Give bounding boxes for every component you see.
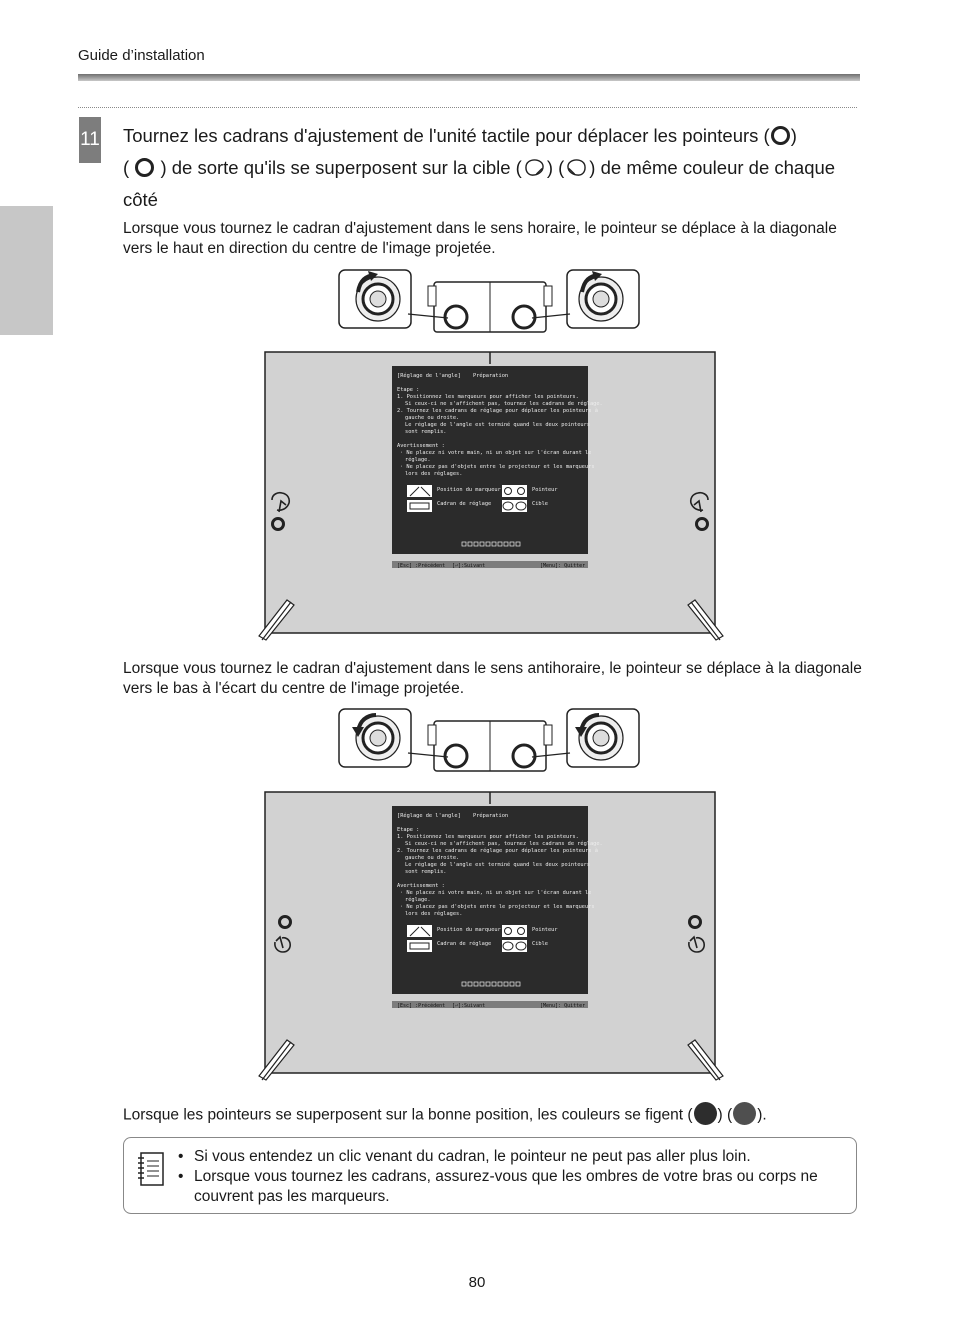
fixed-text-a: Lorsque les pointeurs se superposent sur la bonne position, les couleurs se figent ( <box>123 1106 693 1124</box>
menu-footer-next: [⏎]:Suivant <box>452 1003 486 1009</box>
step-line-2a: ( <box>123 157 130 178</box>
dial-unit-illustration-counterclockwise <box>336 707 644 775</box>
menu-step-2d: sont remplis. <box>405 869 447 875</box>
legend-pointer-label: Pointeur <box>532 927 558 933</box>
legend-marker-label: Position du marqueur <box>437 487 501 493</box>
menu-title: [Réglage de l'angle] <box>397 813 461 819</box>
menu-footer-next: [⏎]:Suivant <box>452 563 486 569</box>
fixed-text-c: ). <box>757 1106 767 1124</box>
legend-pointer-label: Pointeur <box>532 487 558 493</box>
step-line-1-end: ) <box>790 125 797 146</box>
paragraph-fixed-colors <box>123 1104 863 1127</box>
note-box <box>123 1137 857 1214</box>
menu-warning-1b: réglage. <box>405 897 431 903</box>
legend-target-label: Cible <box>532 941 548 947</box>
note-item: • Lorsque vous tournez les cadrans, assurez-vous que les ombres de votre bras ou corps ne couvrent pas les marqueurs. <box>176 1167 846 1207</box>
legend-dial-label: Cadran de réglage <box>437 941 492 947</box>
pointer-ring-icon <box>771 126 790 145</box>
menu-warning-2: · Ne placez pas d'objets entre le projecteur et les marqueurs <box>400 904 595 910</box>
menu-warning-1: · Ne placez ni votre main, ni un objet sur l'écran durant le <box>400 450 592 456</box>
step-line-2c: ) ( <box>546 157 565 178</box>
page-number: 80 <box>468 1274 486 1291</box>
menu-step-1b: Si ceux-ci ne s'affichent pas, tournez les cadrans de réglage. <box>405 401 603 407</box>
menu-mode: Préparation <box>473 813 509 819</box>
legend-target-label: Cible <box>532 501 548 507</box>
paragraph-counterclockwise: Lorsque vous tournez le cadran d'ajustement dans le sens antihoraire, le pointeur se déplace à la diagonale vers le bas à l'écart du centre de l'image projetée. <box>123 660 862 697</box>
menu-step-2c: Le réglage de l'angle est terminé quand les deux pointeurs <box>405 862 590 868</box>
menu-title: [Réglage de l'angle] <box>397 373 461 379</box>
menu-warning-2: · Ne placez pas d'objets entre le projecteur et les marqueurs <box>400 464 595 470</box>
legend-dial-label: Cadran de réglage <box>437 501 492 507</box>
menu-step-2b: gauche ou droite. <box>405 415 460 421</box>
menu-footer-prev: [Esc] :Précédent <box>397 563 446 569</box>
projected-screen-counterclockwise <box>257 790 727 1082</box>
step-line-2b: ) de sorte qu'ils se superposent sur la cible ( <box>160 157 522 178</box>
section-divider <box>78 107 857 108</box>
step-line-2d: ) de même couleur de chaque <box>589 157 836 178</box>
paragraph-clockwise: Lorsque vous tournez le cadran d'ajustement dans le sens horaire, le pointeur se déplace à la diagonale vers le haut en direction du centre de l'image projetée. <box>123 220 837 257</box>
menu-step-2: 2. Tournez les cadrans de réglage pour déplacer les pointeurs à <box>397 408 598 414</box>
menu-step-1: 1. Positionnez les marqueurs pour afficher les pointeurs. <box>397 394 579 400</box>
pointer-ring-icon <box>135 158 154 177</box>
note-item: • Si vous entendez un clic venant du cadran, le pointeur ne peut pas aller plus loin. <box>176 1147 846 1167</box>
menu-step-1: 1. Positionnez les marqueurs pour afficher les pointeurs. <box>397 834 579 840</box>
menu-step-2: 2. Tournez les cadrans de réglage pour déplacer les pointeurs à <box>397 848 598 854</box>
menu-warning-label: Avertissement : <box>397 883 445 889</box>
target-left-icon <box>523 158 546 177</box>
menu-warning-1: · Ne placez ni votre main, ni un objet sur l'écran durant le <box>400 890 592 896</box>
menu-footer-quit: [Menu]: Quitter <box>540 563 586 569</box>
target-right-icon <box>565 158 588 177</box>
dial-unit-illustration-clockwise <box>336 268 644 336</box>
filled-pointer-dark-icon <box>694 1102 717 1125</box>
projected-screen-clockwise <box>257 350 727 642</box>
menu-step-label: Etape : <box>397 387 420 393</box>
step-instruction <box>123 120 863 216</box>
menu-warning-2b: lors des réglages. <box>405 911 463 917</box>
menu-step-2c: Le réglage de l'angle est terminé quand les deux pointeurs <box>405 422 590 428</box>
legend-marker-label: Position du marqueur <box>437 927 501 933</box>
filled-pointer-grey-icon <box>733 1102 756 1125</box>
menu-warning-label: Avertissement : <box>397 443 445 449</box>
step-line-3: côté <box>123 189 158 210</box>
header-rule <box>78 74 860 81</box>
menu-step-1b: Si ceux-ci ne s'affichent pas, tournez les cadrans de réglage. <box>405 841 603 847</box>
fixed-text-b: ) ( <box>717 1106 733 1124</box>
menu-mode: Préparation <box>473 373 509 379</box>
notebook-icon <box>136 1151 166 1187</box>
header-title: Guide d’installation <box>78 47 205 64</box>
menu-warning-2b: lors des réglages. <box>405 471 463 477</box>
menu-footer-prev: [Esc] :Précédent <box>397 1003 446 1009</box>
menu-footer-quit: [Menu]: Quitter <box>540 1003 586 1009</box>
menu-step-2d: sont remplis. <box>405 429 447 435</box>
note-list <box>176 1147 846 1207</box>
step-number-badge: 11 <box>79 117 101 163</box>
chapter-side-tab <box>0 206 53 335</box>
menu-warning-1b: réglage. <box>405 457 431 463</box>
menu-step-label: Etape : <box>397 827 420 833</box>
step-line-1: Tournez les cadrans d'ajustement de l'unité tactile pour déplacer les pointeurs ( <box>123 125 770 146</box>
menu-step-2b: gauche ou droite. <box>405 855 460 861</box>
